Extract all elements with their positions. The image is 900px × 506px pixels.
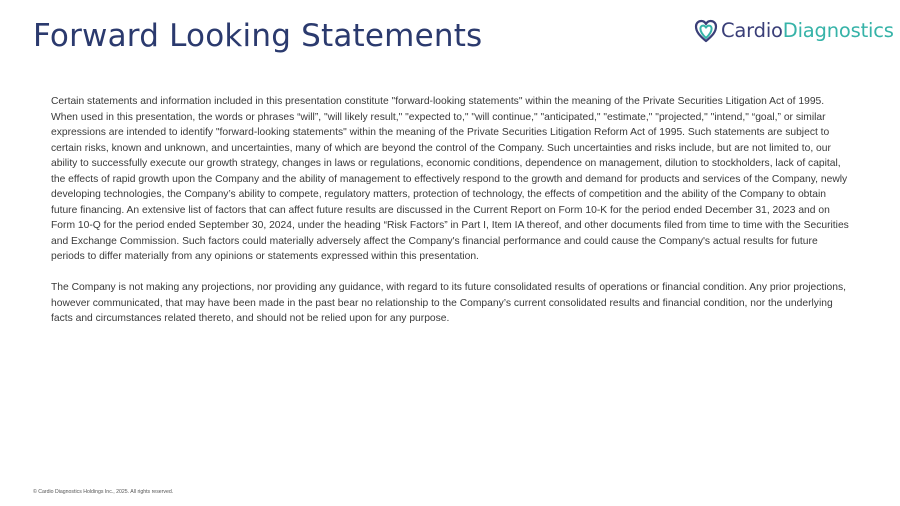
disclaimer-paragraph-2: The Company is not making any projections, nor providing any guidance, with regard to its future consolidated results of operations or financial condition. Any prior projections, however communicated, that may have been made in the past bear no relationship to the Company’s current consolidated results and financial condition, nor the underlying facts and circumstances related thereto, and should not be relied upon for any purpose. — [51, 282, 847, 324]
disclaimer-paragraph-1: Certain statements and information included in this presentation constitute "forward-looking statements" within the meaning of the Private Securities Litigation Act of 1995. When used in this presentation, the words or phrases “will”, "will likely result," "expected to," "will continue," "anticipated," "estimate," "projected," "intend," “goal,” or similar expressions are intended to identify "forward-looking statements" within the meaning of the Private Securities Litigation Reform Act of 1995. Such statements are subject to certain risks, known and unknown, and uncertainties, many of which are beyond the control of the Company. Such uncertainties and risks include, but are not limited to, our ability to successfully execute our growth strategy, changes in laws or regulations, economic conditions, dependence on management, dilution to stockholders, lack of capital, the effects of rapid growth upon the Company and the ability of management to effectively respond to the growth and demand for products and services of the Company, newly developing technologies, the Company’s ability to compete, regulatory matters, protection of technology, the effects of competition and the ability of the Company to obtain future financing. An extensive list of factors that can affect future results are discussed in the Current Report on Form 10-K for the period ended December 31, 2023 and on Form 10-Q for the period ended September 30, 2024, under the heading “Risk Factors” in Part I, Item IA thereof, and other documents filed from time to time with the Securities and Exchange Commission. Such factors could materially adversely affect the Company's financial performance and could cause the Company's actual results for future periods to differ materially from any opinions or statements expressed within this presentation. — [51, 96, 849, 262]
logo-text-diagnostics: Diagnostics — [782, 19, 894, 43]
disclaimer-body — [51, 94, 851, 327]
page-title: Forward Looking Statements — [33, 18, 483, 54]
heart-logo-icon — [694, 18, 718, 44]
copyright-footer: © Cardio Diagnostics Holdings Inc., 2025. All rights reserved. — [33, 489, 174, 495]
logo-wordmark — [721, 21, 894, 41]
logo-text-cardio: Cardio — [721, 19, 783, 43]
company-logo — [694, 16, 894, 46]
